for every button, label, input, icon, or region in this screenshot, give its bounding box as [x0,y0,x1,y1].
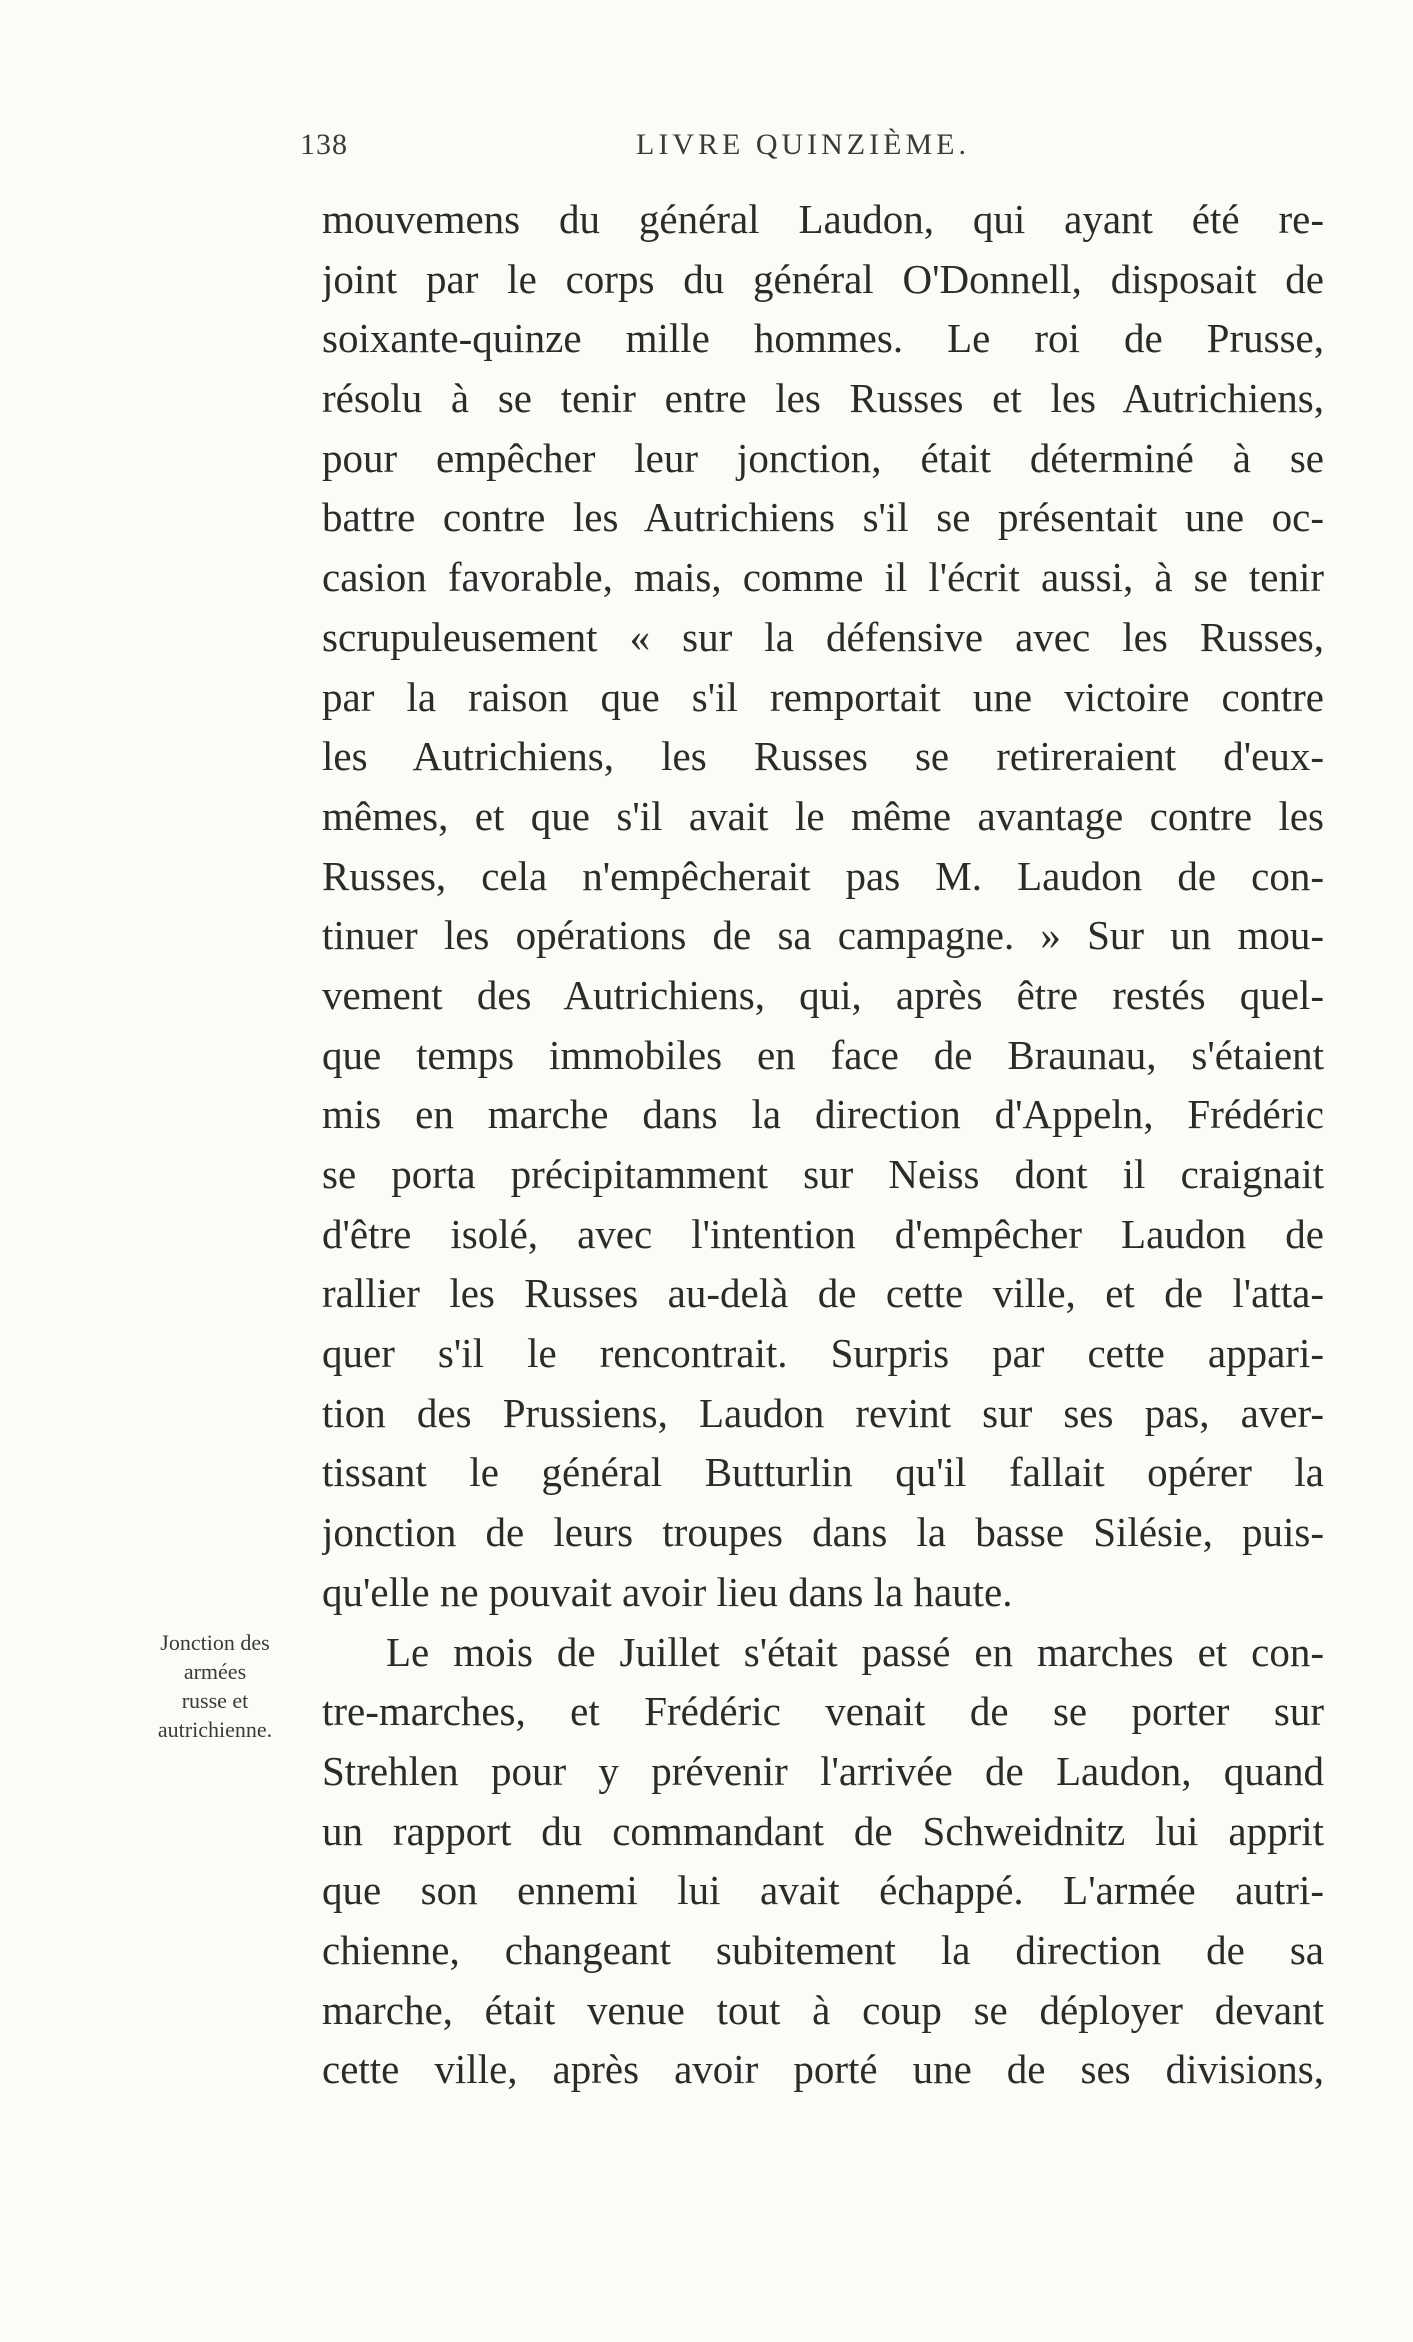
margin-note-line: russe et [181,1688,249,1713]
text-line: pour empêcher leur jonction, était déterminé à se [322,434,1324,481]
text-line: rallier les Russes au-delà de cette ville, et de l'atta- [322,1270,1324,1317]
text-line: casion favorable, mais, comme il l'écrit aussi, à se tenir [322,554,1324,601]
text-line: mouvemens du général Laudon, qui ayant été re- [322,196,1324,242]
text-line: marche, était venue tout à coup se déployer devant [322,1986,1324,2033]
text-line: battre contre les Autrichiens s'il se présentait une oc- [322,494,1324,541]
text-line: tinuer les opérations de sa campagne. » Sur un mou- [322,912,1324,959]
text-line: les Autrichiens, les Russes se retireraient d'eux- [322,733,1324,780]
text-line: quer s'il le rencontrait. Surpris par cette appari- [322,1330,1324,1377]
body-text [322,190,1324,2100]
text-line: résolu à se tenir entre les Russes et les Autrichiens, [322,375,1324,422]
text-line: Russes, cela n'empêcherait pas M. Laudon de con- [322,852,1324,899]
text-line: vement des Autrichiens, qui, après être restés quel- [322,971,1324,1018]
text-line: soixante-quinze mille hommes. Le roi de Prusse, [322,315,1324,362]
text-line: tion des Prussiens, Laudon revint sur ses pas, aver- [322,1389,1324,1436]
text-line: que temps immobiles en face de Braunau, s'étaient [322,1031,1324,1078]
text-line: se porta précipitamment sur Neiss dont il craignait [322,1151,1324,1197]
margin-note-line: autrichienne. [157,1717,273,1742]
text-line: tre-marches, et Frédéric venait de se porter sur [322,1688,1324,1735]
text-line: que son ennemi lui avait échappé. L'armée autri- [322,1867,1324,1914]
text-line: scrupuleusement « sur la défensive avec les Russes, [322,613,1324,660]
text-line: mêmes, et que s'il avait le même avantage contre les [322,792,1324,839]
text-line: jonction de leurs troupes dans la basse Silésie, puis- [322,1509,1324,1556]
text-line: Le mois de Juillet s'était passé en marches et con- [386,1628,1324,1675]
text-line: d'être isolé, avec l'intention d'empêcher Laudon de [322,1210,1324,1257]
text-line: chienne, changeant subitement la direction de sa [322,1926,1324,1973]
text-line: mis en marche dans la direction d'Appeln, Frédéric [322,1091,1324,1138]
paragraph-end-line: qu'elle ne pouvait avoir lieu dans la haute. [322,1568,1013,1615]
running-title: LIVRE QUINZIÈME. [636,128,970,161]
text-line: par la raison que s'il remportait une victoire contre [322,673,1324,720]
page-number: 138 [300,128,348,161]
text-line: joint par le corps du général O'Donnell, disposait de [322,255,1324,302]
text-line: tissant le général Butturlin qu'il fallait opérer la [322,1449,1324,1496]
margin-note-line: armées [183,1659,247,1684]
text-line: cette ville, après avoir porté une de ses divisions, [322,2046,1324,2093]
text-line: Strehlen pour y prévenir l'arrivée de Laudon, quand [322,1747,1324,1794]
margin-note [120,1628,310,1744]
running-head [300,128,1340,168]
text-line: un rapport du commandant de Schweidnitz lui apprit [322,1807,1324,1854]
margin-note-line: Jonction des [160,1630,270,1655]
